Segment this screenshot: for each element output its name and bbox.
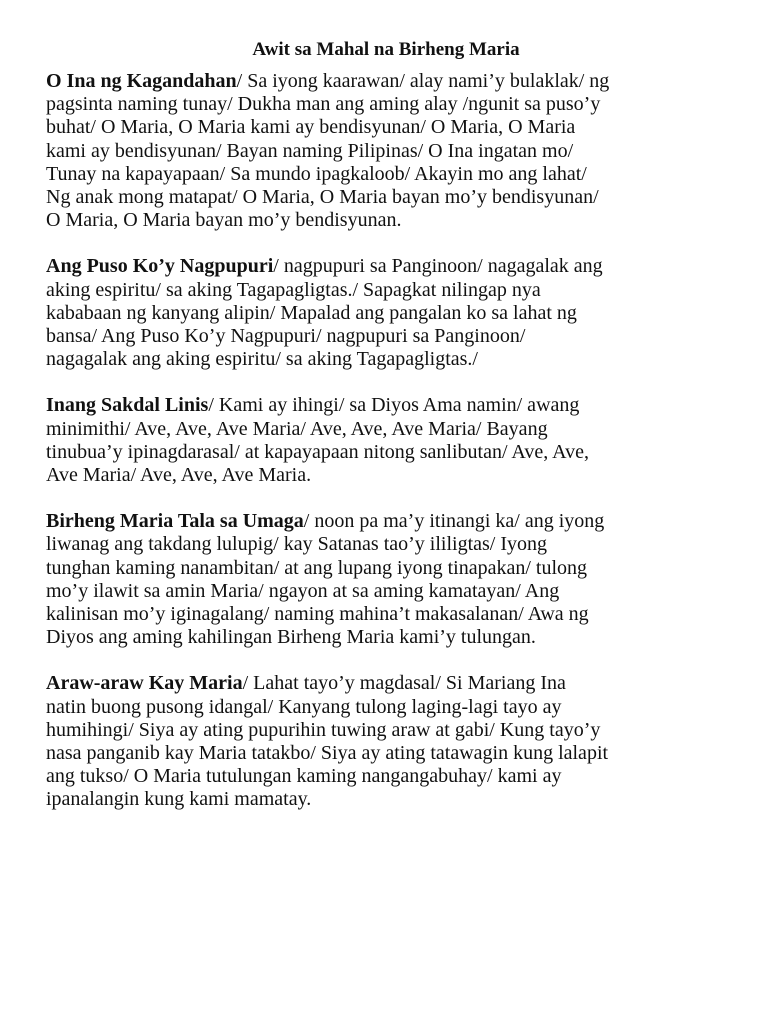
lyric-line: nasa panganib kay Maria tatakbo/ Siya ay ating tatawagin kung lalapit bbox=[46, 742, 609, 765]
lyric-line: bansa/ Ang Puso Ko’y Nagpupuri/ nagpupuri sa Panginoon/ bbox=[46, 325, 526, 348]
song-stanza-4 bbox=[46, 510, 726, 649]
song-title: Inang Sakdal Linis bbox=[46, 394, 209, 417]
lyric-text: / Sa iyong kaarawan/ alay nami’y bulaklak/ ng bbox=[236, 70, 610, 92]
lyric-text: / noon pa ma’y itinangi ka/ ang iyong bbox=[303, 510, 605, 533]
lyric-line: nagagalak ang aking espiritu/ sa aking Tagapagligtas./ bbox=[46, 348, 478, 371]
song-title: Araw-araw Kay Maria bbox=[46, 672, 243, 695]
lyric-line: ipanalangin kung kami mamatay. bbox=[46, 788, 312, 811]
page-title: Awit sa Mahal na Birheng Maria bbox=[252, 39, 520, 60]
lyric-line: Ng anak mong matapat/ O Maria, O Maria bayan mo’y bendisyunan/ bbox=[46, 186, 599, 209]
lyric-line: natin buong pusong idangal/ Kanyang tulong laging-lagi tayo ay bbox=[46, 695, 562, 718]
document-page bbox=[46, 38, 726, 835]
lyric-line: kababaan ng kanyang alipin/ Mapalad ang pangalan ko sa lahat ng bbox=[46, 301, 577, 324]
song-stanza-2 bbox=[46, 255, 726, 371]
lyric-line: Ave Maria/ Ave, Ave, Ave Maria. bbox=[46, 464, 312, 487]
lyric-text: / Lahat tayo’y magdasal/ Si Mariang Ina bbox=[242, 672, 566, 695]
lyric-line: O Maria, O Maria bayan mo’y bendisyunan. bbox=[46, 209, 402, 232]
song-stanza-5 bbox=[46, 672, 726, 811]
lyric-line: kami ay bendisyunan/ Bayan naming Pilipinas/ O Ina ingatan mo/ bbox=[46, 139, 574, 162]
song-stanza-1 bbox=[46, 70, 726, 232]
lyric-line: tinubua’y ipinagdarasal/ at kapayapaan nitong sanlibutan/ Ave, Ave, bbox=[46, 440, 589, 463]
lyric-line: liwanag ang takdang lulupig/ kay Satanas tao’y ililigtas/ Iyong bbox=[46, 533, 548, 556]
stanza-first-line bbox=[46, 255, 726, 278]
stanza-first-line bbox=[46, 510, 726, 533]
stanza-first-line bbox=[46, 394, 726, 417]
song-stanza-3 bbox=[46, 394, 726, 487]
lyric-line: kalinisan mo’y iginagalang/ naming mahina’t makasalanan/ Awa ng bbox=[46, 603, 589, 626]
lyric-line: humihingi/ Siya ay ating pupurihin tuwing araw at gabi/ Kung tayo’y bbox=[46, 718, 601, 741]
song-title: Ang Puso Ko’y Nagpupuri bbox=[46, 255, 274, 278]
lyric-line: Diyos ang aming kahilingan Birheng Maria kami’y tulungan. bbox=[46, 626, 536, 649]
lyric-text: / Kami ay ihingi/ sa Diyos Ama namin/ awang bbox=[208, 394, 580, 417]
lyric-text: / nagpupuri sa Panginoon/ nagagalak ang bbox=[273, 255, 603, 278]
lyric-line: buhat/ O Maria, O Maria kami ay bendisyunan/ O Maria, O Maria bbox=[46, 116, 576, 139]
lyric-line: ang tukso/ O Maria tutulungan kaming nangangabuhay/ kami ay bbox=[46, 765, 562, 788]
lyric-line: Tunay na kapayapaan/ Sa mundo ipagkaloob/ Akayin mo ang lahat/ bbox=[46, 162, 587, 185]
song-title: Birheng Maria Tala sa Umaga bbox=[46, 510, 304, 533]
stanza-first-line bbox=[46, 672, 726, 695]
lyric-line: mo’y ilawit sa amin Maria/ ngayon at sa aming kamatayan/ Ang bbox=[46, 579, 560, 602]
lyric-line: tunghan kaming nanambitan/ at ang lupang iyong tinapakan/ tulong bbox=[46, 556, 587, 579]
lyric-line: aking espiritu/ sa aking Tagapagligtas./ Sapagkat nilingap nya bbox=[46, 278, 541, 301]
lyric-line: minimithi/ Ave, Ave, Ave Maria/ Ave, Ave, Ave Maria/ Bayang bbox=[46, 417, 548, 440]
lyric-line: pagsinta naming tunay/ Dukha man ang aming alay /ngunit sa puso’y bbox=[46, 93, 601, 116]
song-title: O Ina ng Kagandahan bbox=[46, 70, 237, 92]
stanza-first-line bbox=[46, 70, 726, 93]
